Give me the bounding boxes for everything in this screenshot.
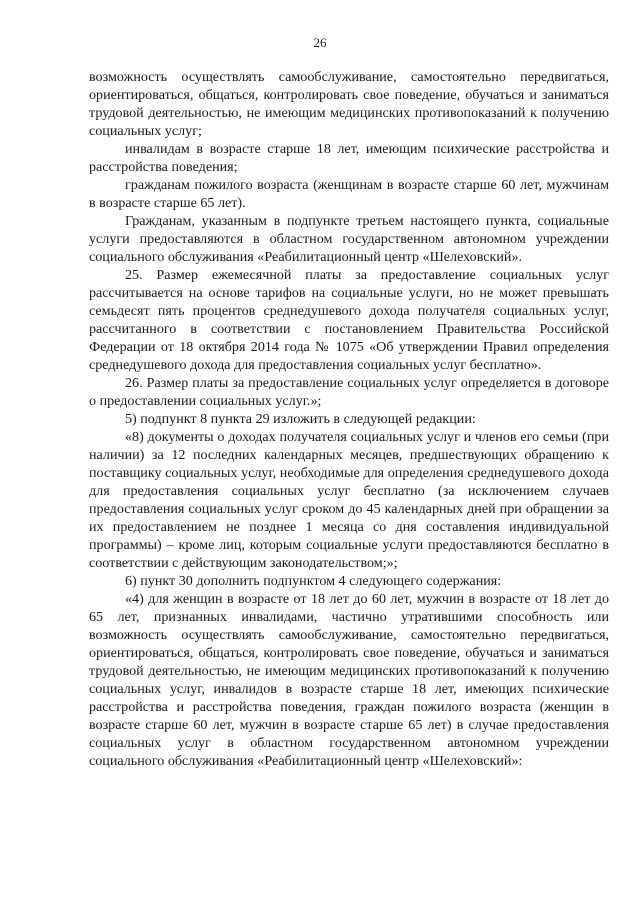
paragraph: возможность осуществлять самообслуживание, самостоятельно передвигаться, ориентироваться, общаться, контролировать свое поведение, обучаться и заниматься трудовой деятельностью, не имеющим медицинских противопоказаний к получению социальных услуг; xyxy=(89,69,609,139)
amendment-6: 6) пункт 30 дополнить подпунктом 4 следующего содержания: xyxy=(125,573,502,589)
subitem-4: «4) для женщин в возрасте от 18 лет до 60 лет, мужчин в возрасте от 18 лет до 65 лет, признанных инвалидами, частично утратившими способность или возможность осуществлять самообслуживание, самостоятельно передвигаться, ориентироваться, общаться, контролировать свое поведение, обучаться и заниматься трудовой деятельностью, не имеющим медицинских противопоказаний к получению социальных услуг, инвалидов в возрасте старше 18 лет, имеющих психические расстройства и расстройства поведения, граждан пожилого возраста (женщин в возрасте старше 60 лет, мужчин в возрасте старше 65 лет) в случае предоставления социальных услуг в областном государственном автономном учреждении социального обслуживания «Реабилитационный центр «Шелеховский»: xyxy=(89,591,609,769)
paragraph: инвалидам в возрасте старше 18 лет, имеющим психические расстройства и расстройства поведения; xyxy=(89,141,609,175)
paragraph-item-26: 26. Размер платы за предоставление социальных услуг определяется в договоре о предоставлении социальных услуг.»; xyxy=(89,375,609,409)
page-number: 26 xyxy=(313,35,327,50)
document-body xyxy=(89,68,609,770)
paragraph: Гражданам, указанным в подпункте третьем настоящего пункта, социальные услуги предоставляются в областном государственном автономном учреждении социального обслуживания «Реабилитационный центр «Шелеховский». xyxy=(89,213,609,265)
subitem-8: «8) документы о доходах получателя социальных услуг и членов его семьи (при наличии) за 12 последних календарных месяцев, предшествующих обращению к поставщику социальных услуг, необходимые для определения среднедушевого дохода для предоставления социальных услуг бесплатно (за исключением случаев предоставления социальных услуг сроком до 45 календарных дней при обращении за их предоставлением не позднее 1 месяца со дня составления индивидуальной программы) – кроме лиц, которым социальные услуги предоставляются бесплатно в соответствии с действующим законодательством;»; xyxy=(89,429,609,571)
amendment-5: 5) подпункт 8 пункта 29 изложить в следующей редакции: xyxy=(125,411,476,427)
paragraph-item-25: 25. Размер ежемесячной платы за предоставление социальных услуг рассчитывается на основе тарифов на социальные услуги, но не может превышать семьдесят пять процентов среднедушевого дохода получателя социальных услуг, рассчитанного в соответствии с постановлением Правительства Российской Федерации от 18 октября 2014 года № 1075 «Об утверждении Правил определения среднедушевого дохода для предоставления социальных услуг бесплатно». xyxy=(89,267,609,373)
paragraph: гражданам пожилого возраста (женщинам в возрасте старше 60 лет, мужчинам в возрасте старше 65 лет). xyxy=(89,177,609,211)
